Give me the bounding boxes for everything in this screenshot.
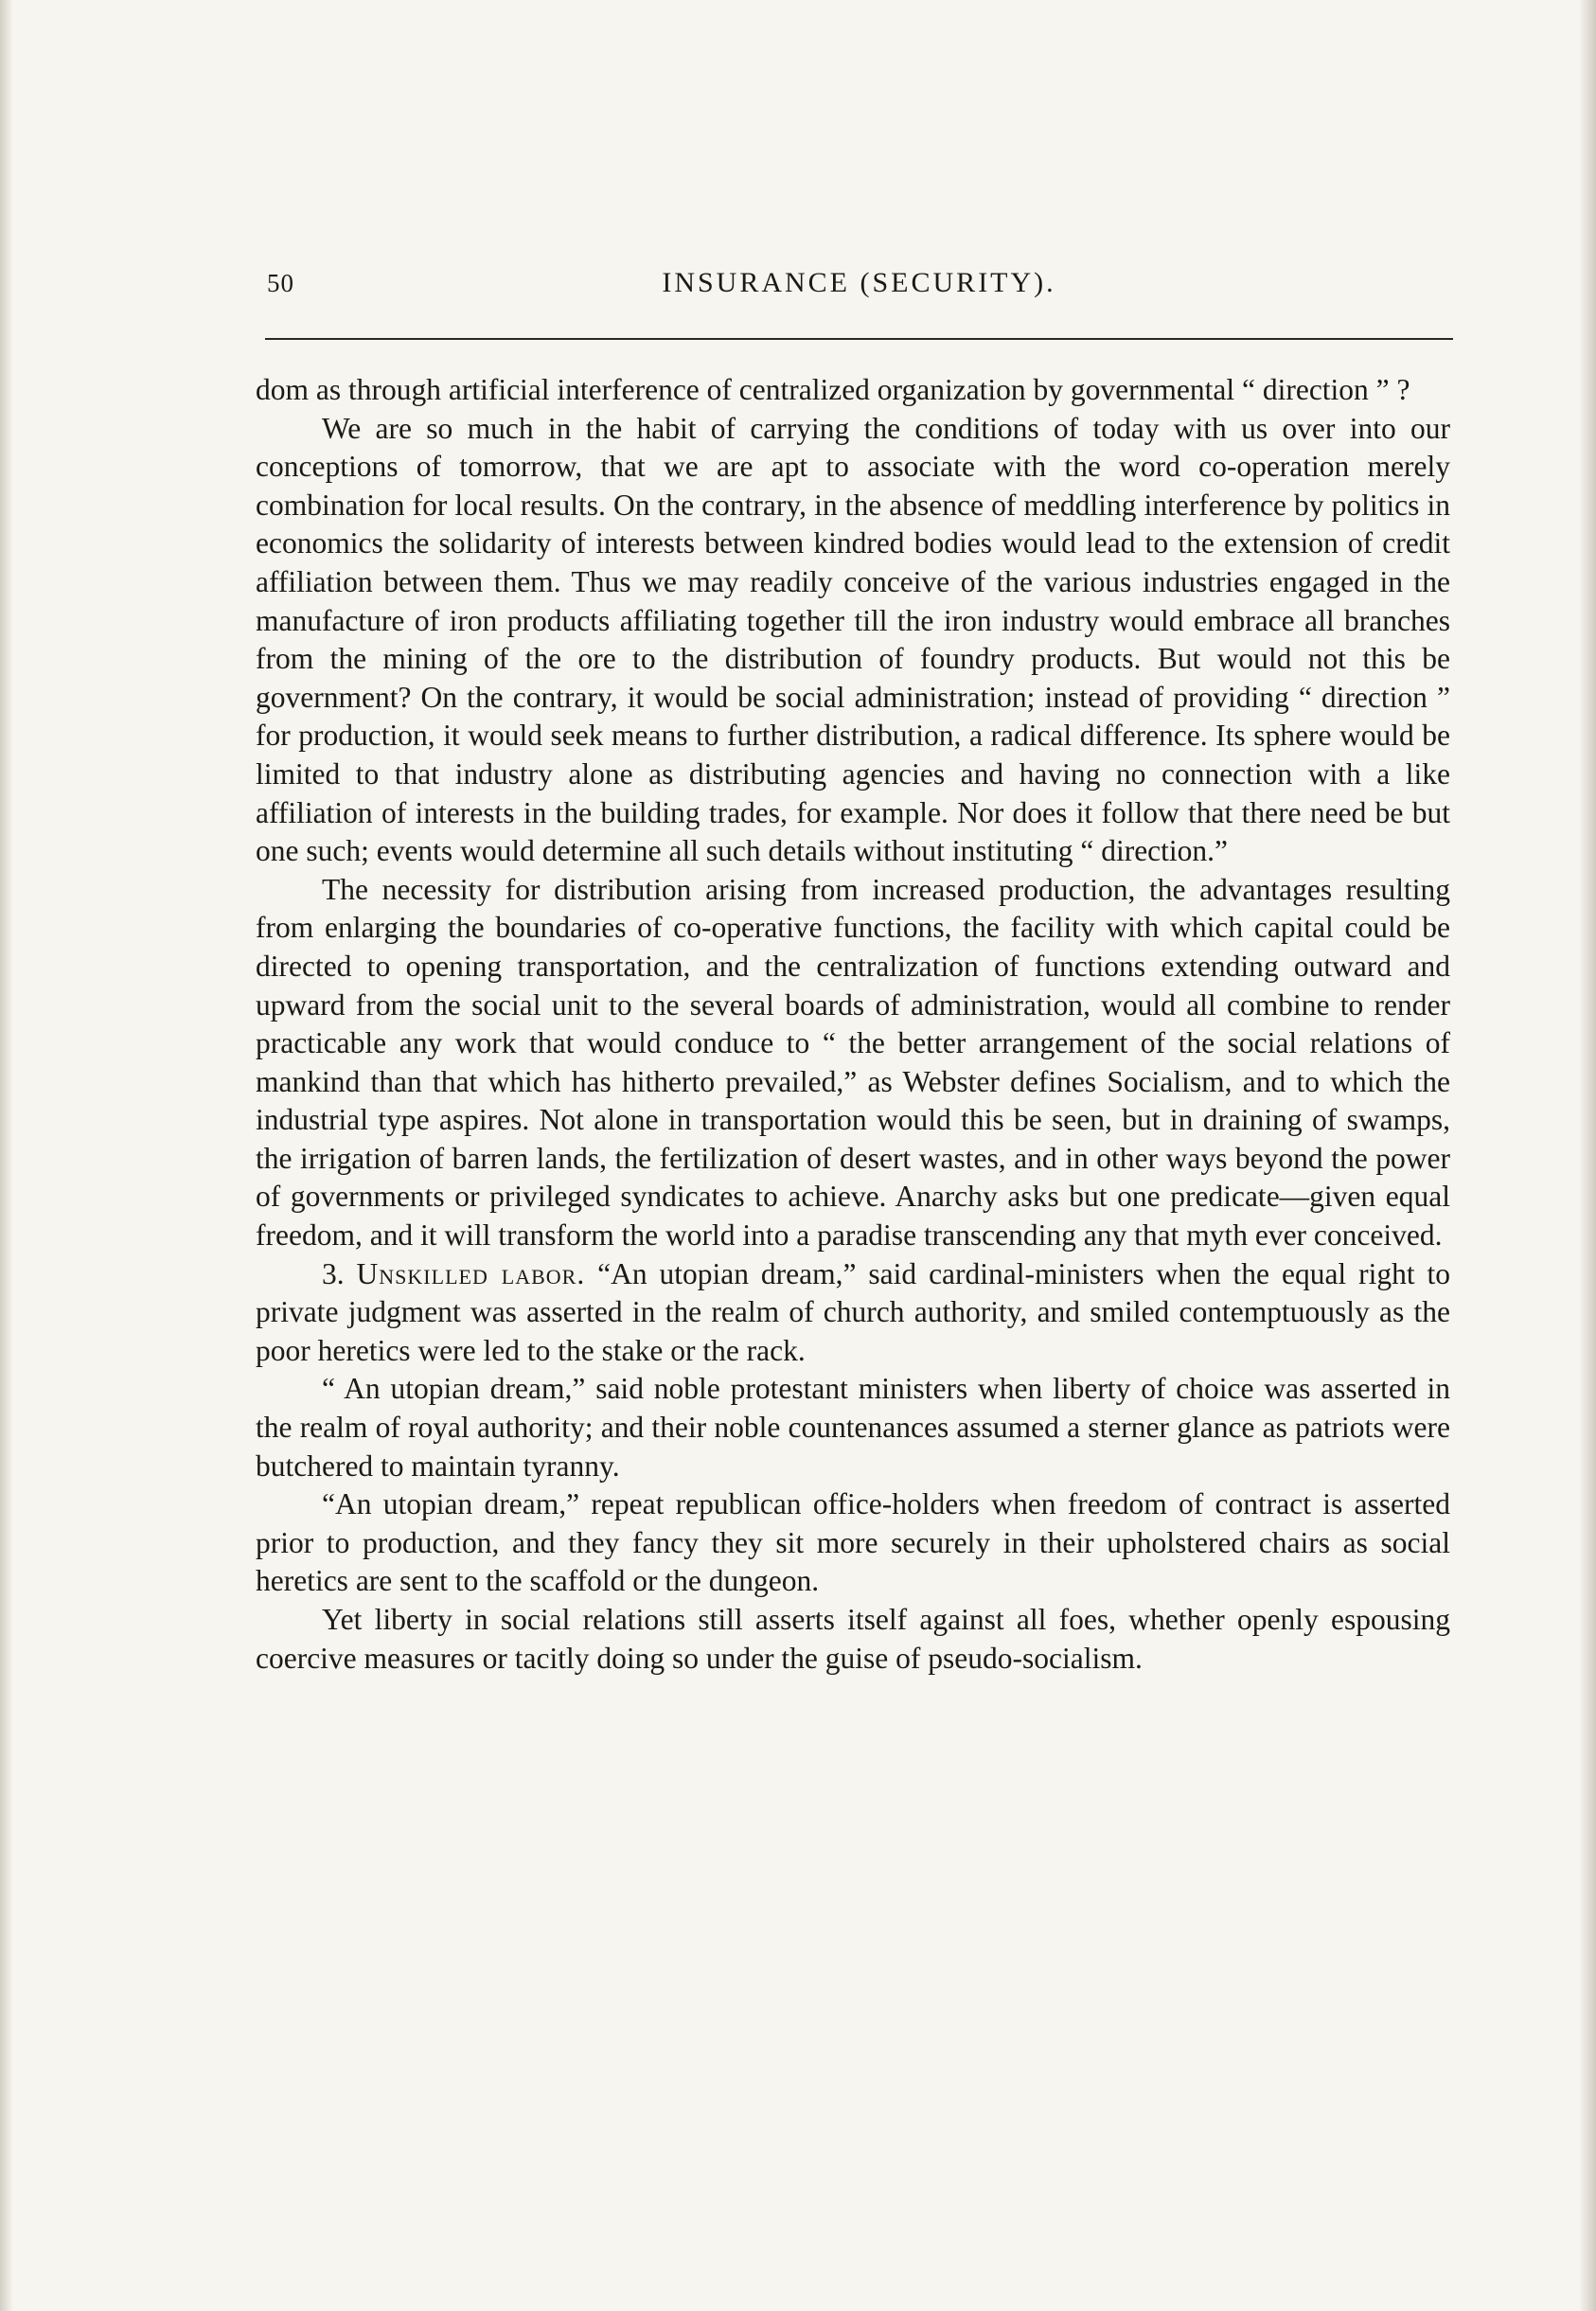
header-rule [265,338,1453,340]
page-edge-right [1579,0,1596,2311]
paragraph-6: “An utopian dream,” repeat republican office-holders when freedom of contract is asserted prior to production, and they fancy they sit more securely in their upholstered chairs as social heretics are sent to the scaffold or the dungeon. [256,1487,1450,1598]
paragraph-4 [256,1255,1450,1371]
paragraph-1: dom as through artificial interference of centralized organization by governmental “ direction ” ? [256,373,1410,406]
section-heading: Unskilled labor. [356,1256,586,1290]
page-number: 50 [267,269,294,297]
page-edge-left [0,0,13,2311]
paragraph-7: Yet liberty in social relations still asserts itself against all foes, whether openly espousing coercive measures or tacitly doing so under the guise of pseudo-socialism. [256,1603,1450,1675]
paragraph-2: We are so much in the habit of carrying the conditions of today with us over into our conceptions of tomorrow, that we are apt to associate with the word co-operation merely combination for local results. On the contrary, in the absence of meddling interference by politics in economics the solidarity of interests between kindred bodies would lead to the extension of credit affiliation between them. Thus we may readily conceive of the various industries engaged in the manufacture of iron products affiliating together till the iron industry would embrace all branches from the mining of the ore to the distribution of foundry products. But would not this be government? On the contrary, it would be social administration; instead of providing “ direction ” for production, it would seek means to further distribution, a radical difference. Its sphere would be limited to that industry alone as distributing agencies and having no connection with a like affiliation of interests in the building trades, for example. Nor does it follow that there need be but one such; events would determine all such details without instituting “ direction.” [256,411,1450,868]
body-text [256,371,1450,1678]
paragraph-3: The necessity for distribution arising from increased production, the advantages resulting from enlarging the boundaries of co-operative functions, the facility with which capital could be directed to opening transportation, and the centralization of functions extending outward and upward from the social unit to the several boards of administration, would all combine to render practicable any work that would conduce to “ the better arrangement of the social relations of mankind than that which has hitherto prevailed,” as Webster defines Socialism, and to which the industrial type aspires. Not alone in transportation would this be seen, but in draining of swamps, the irrigation of barren lands, the fertilization of desert wastes, and in other ways beyond the power of governments or privileged syndicates to achieve. Anarchy asks but one predicate—given equal freedom, and it will transform the world into a paradise transcending any that myth ever conceived. [256,872,1450,1253]
page-header [265,267,1453,309]
paragraph-5: “ An utopian dream,” said noble protestant ministers when liberty of choice was asserted in the realm of royal authority; and their noble countenances assumed a sterner glance as patriots were butchered to maintain tyranny. [256,1372,1450,1483]
section-text: “An utopian dream,” said cardinal-ministers when the equal right to private judgment was asserted in the realm of church authority, and smiled contemptuously as the poor heretics were led to the stake or the rack. [256,1256,1451,1367]
section-number: 3. [322,1256,345,1290]
running-title: INSURANCE (SECURITY). [662,267,1056,298]
